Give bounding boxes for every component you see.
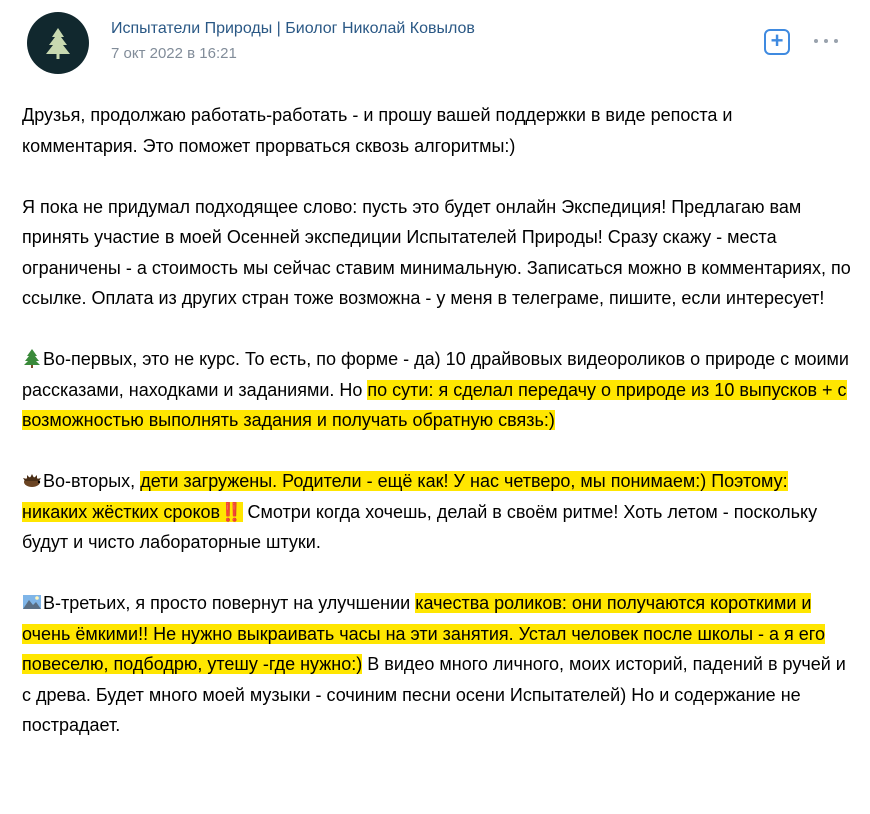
paragraph-2-text: Я пока не придумал подходящее слово: пусть это будет онлайн Экспедиция! Предлагаю вам принять участие в моей Осенней экспедиции Испытателей Природы! Сразу скажу - места ограничены - а стоимость мы сейчас ставим минимальную. Записаться можно в комментариях, по ссылке. Оплата из других стран тоже возможна - у меня в телеграме, пишите, если интересует!: [22, 196, 851, 308]
paragraph-3: [22, 344, 852, 436]
paragraph-1-text: Друзья, продолжаю работать-работать - и прошу вашей поддержки в виде репоста и комментария. Это поможет прорваться сквозь алгоритмы:): [22, 105, 733, 156]
paragraph-4-text-end: Смотри когда хочешь, делай в своём ритме! Хоть летом - поскольку будут и чисто лабораторные штуки.: [22, 501, 818, 552]
hedgehog-icon: [22, 470, 42, 490]
tree-logo-icon: [43, 26, 73, 60]
add-label: +: [770, 28, 784, 53]
dot: [814, 39, 818, 43]
paragraph-5: [22, 588, 852, 741]
dot: [824, 39, 828, 43]
avatar[interactable]: [27, 12, 89, 74]
more-dots-icon[interactable]: [814, 33, 838, 49]
add-square-icon[interactable]: [764, 29, 790, 55]
highlighted-text: по сути: я сделал передачу о природе из 10 выпусков + с возможностью выполнять задания и получать обратную связь:): [22, 379, 847, 430]
author-link[interactable]: Испытатели Природы | Биолог Николай Ковылов: [111, 20, 475, 37]
highlighted-text: дети загружены. Родители - ещё как! У нас четверо, мы понимаем:) Поэтому: никаких жёстких сроков‼️: [22, 471, 788, 522]
mountain-photo-icon: [22, 592, 42, 612]
highlighted-text: качества роликов: они получаются короткими и очень ёмкими!! Не нужно выкраивать часы на эти занятия. Устал человек после школы - а я его повеселю, подбодрю, утешу -где нужно:): [22, 593, 825, 674]
post-date[interactable]: 7 окт 2022 в 16:21: [111, 45, 237, 62]
paragraph-4: [22, 466, 852, 558]
dot: [834, 39, 838, 43]
paragraph-1: [22, 100, 852, 161]
paragraph-5-text: В-третьих, я просто повернут на улучшении: [43, 593, 416, 613]
post-text: [22, 100, 852, 771]
evergreen-tree-icon: [22, 348, 42, 368]
paragraph-5-text-end: В видео много личного, моих историй, падений в ручей и с древа. Будет много моей музыки - сочиним песни осени Испытателей) Но и содержание не пострадает.: [22, 654, 846, 735]
paragraph-3-text: Во-первых, это не курс. То есть, по форме - да) 10 драйвовых видеороликов о природе с моими рассказами, находками и заданиями. Но: [22, 349, 849, 400]
post-header: [0, 0, 870, 80]
paragraph-4-text: Во-вторых,: [43, 471, 141, 491]
paragraph-2: [22, 192, 852, 314]
